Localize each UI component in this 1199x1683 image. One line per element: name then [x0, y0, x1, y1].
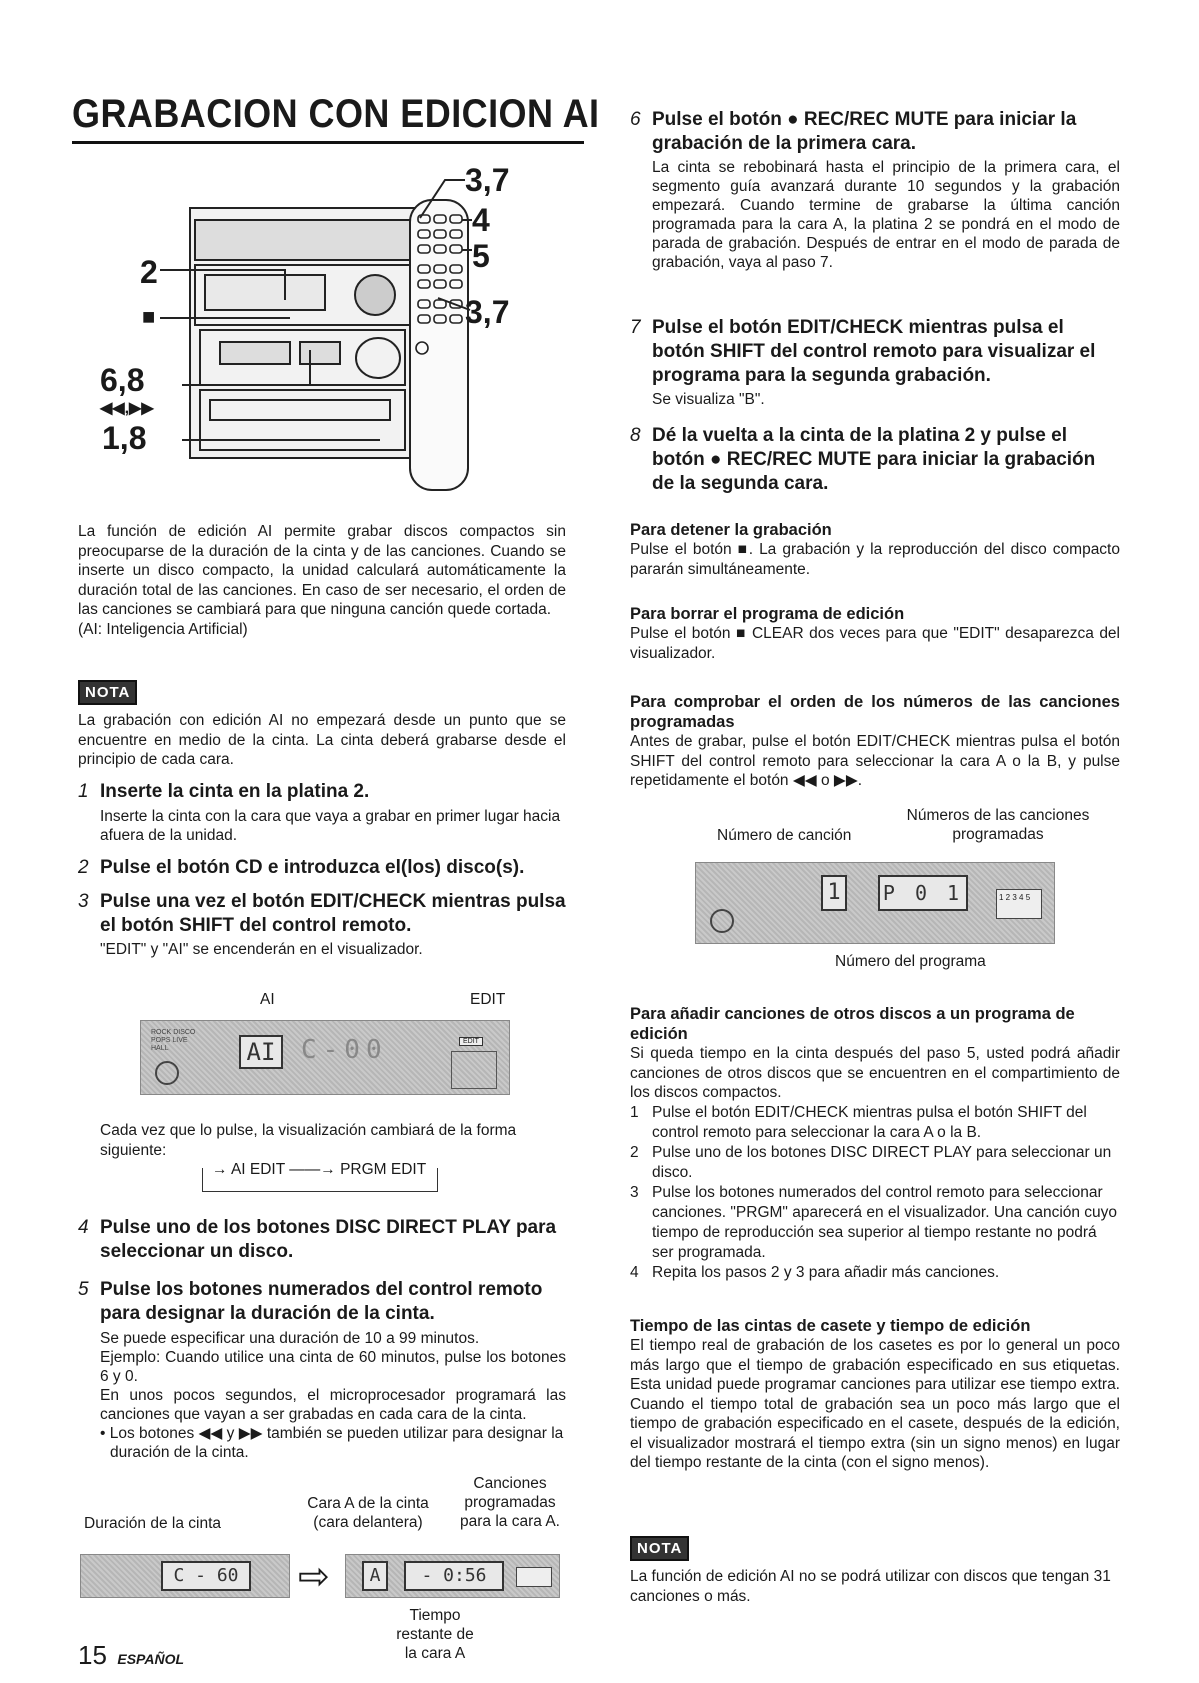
lcd-duration	[80, 1554, 290, 1598]
segment-program: P 0 1	[878, 875, 968, 911]
song-grid	[516, 1567, 552, 1587]
label-program-number: Número del programa	[835, 953, 986, 970]
label-duration: Duración de la cinta	[84, 1515, 221, 1532]
stereo-system-diagram	[120, 170, 560, 500]
segment-c60: C - 60	[161, 1561, 251, 1591]
step-4: 4 Pulse uno de los botones DISC DIRECT PLAY para seleccionar un disco.	[78, 1217, 557, 1262]
callout-4: 4	[472, 202, 490, 238]
page-footer	[78, 1640, 184, 1671]
display-ai-edit	[140, 990, 510, 1100]
page-title: GRABACION CON EDICION AI	[72, 92, 592, 144]
callout-5: 5	[472, 238, 490, 274]
step-3: 3 Pulse una vez el botón EDIT/CHECK mientras pulsa el botón SHIFT del control remoto. "EDIT" y "AI" se encenderán en el visualizador.	[78, 891, 566, 958]
edit-tag: EDIT	[459, 1037, 483, 1046]
segment-ai: AI	[239, 1035, 283, 1069]
nota-text: La grabación con edición AI no empezará desde un punto que se encuentre en medio de la cinta. La cinta deberá grabarse desde el principio de cada cara.	[78, 712, 566, 768]
cycle-diagram	[202, 1160, 442, 1194]
label-track-number: Número de canción	[717, 827, 852, 844]
label-songs: Canciones programadas para la cara A.	[460, 1475, 560, 1530]
segment-side: A	[362, 1561, 388, 1591]
label-program-numbers: Números de las canciones programadas	[906, 807, 1090, 843]
nota-1	[78, 680, 566, 770]
display-program-check	[685, 806, 1105, 986]
section-add-songs: Para añadir canciones de otros discos a un programa de edición Si queda tiempo en la cinta después del paso 5, usted podrá añadir canciones de otros discos que se encuentren en el compartimiento de los discos compactos. 1 Pulse el botón EDIT/CHECK mientras pulsa el botón SHIFT del control remoto para seleccionar la cara A o la B. 2 Pulse uno de los botones DISC DIRECT PLAY para seleccionar un disco. 3 Pulse los botones numerados del control remoto para seleccionar canciones. "PRGM" aparecerá en el visualizador. Una canción cuyo tiempo de reproducción sea superior al tiempo restante no podrá ser programada. 4 Repita los pasos 2 y 3 para añadir más canciones.	[630, 1005, 1120, 1281]
label-edit: EDIT	[470, 991, 506, 1008]
lcd-panel	[140, 1020, 510, 1095]
list-item: 2 Pulse uno de los botones DISC DIRECT PLAY para seleccionar un disco.	[630, 1143, 1112, 1181]
label-ai: AI	[260, 991, 275, 1008]
callout-stop: ■	[142, 304, 156, 329]
mode-indicators: ROCK DISCO POPS LIVE HALL	[151, 1029, 196, 1052]
section-clear: Para borrar el programa de edición Pulse el botón ■ CLEAR dos veces para que "EDIT" desaparezca del visualizador.	[630, 605, 1120, 662]
step-5: 5 Pulse los botones numerados del control remoto para designar la duración de la cinta. Se puede especificar una duración de 10 a 99 minutos. Ejemplo: Cuando utilice una cinta de 60 minutos, pulse los botones 6 y 0. En unos pocos segundos, el microprocesador programará las canciones que vayan a ser grabadas en cada cara de la cinta. • Los botones ◀◀ y ▶▶ también se pueden utilizar para designar la duración de la cinta.	[78, 1279, 566, 1461]
nota-2	[630, 1536, 1120, 1606]
callout-6-8: 6,8	[100, 362, 145, 398]
page-number: 15	[78, 1640, 107, 1670]
section-tape-time: Tiempo de las cintas de casete y tiempo de edición El tiempo real de grabación de los casetes es por lo general un poco más largo que el tiempo de grabación especificado en sus etiquetas. Esta unidad puede programar canciones para utilizar ese tiempo extra. Cuando el tiempo total de grabación sea un poco más largo que el tiempo de grabación especificado en el casete, después de la edición, el visualizador mostrará el tiempo extra (sin un signo menos) en lugar del tiempo restante de la cinta (con el signo menos).	[630, 1317, 1120, 1471]
segment-time: - 0:56	[404, 1561, 504, 1591]
step-6: 6 Pulse el botón ● REC/REC MUTE para iniciar la grabación de la primera cara. La cinta se rebobinará hasta el principio de la primera cara, el segmento guía avanzará durante 10 segundos y la grabación empezará. Cuando termine de grabarse la última canción programada para la cara A, la platina 2 se pondrá en el modo de parada de grabación. Después de entrar en el modo de parada de grabación, vaya al paso 7.	[630, 109, 1120, 271]
nota-badge: NOTA	[630, 1536, 689, 1561]
list-item: 3 Pulse los botones numerados del control remoto para seleccionar canciones. "PRGM" aparecerá en el visualizador. Una canción cuyo tiempo de reproducción sea superior al tiempo restante no podrá ser programada.	[630, 1183, 1118, 1261]
cycle-text: Cada vez que lo pulse, la visualización cambiará de la forma siguiente:	[100, 1122, 517, 1159]
edit-box	[451, 1051, 497, 1089]
device-figure	[100, 162, 560, 500]
arrow-right-icon: ⇨	[298, 1556, 330, 1598]
callout-1-8: 1,8	[102, 420, 147, 456]
cycle-item-ai-edit: → AI EDIT ——→ PRGM EDIT	[208, 1160, 430, 1179]
lcd-program	[695, 862, 1055, 944]
segment-track: 1	[821, 875, 847, 911]
callout-3-7-bottom: 3,7	[465, 294, 510, 330]
step-2: 2 Pulse el botón CD e introduzca el(los) disco(s).	[78, 857, 525, 878]
program-grid: 1 2 3 4 5	[996, 889, 1042, 919]
disc-icon	[710, 909, 734, 933]
label-side-a: Cara A de la cinta (cara delantera)	[307, 1495, 429, 1531]
nota-text: La función de edición AI no se podrá utilizar con discos que tengan 31 canciones o más.	[630, 1568, 1111, 1605]
lcd-remaining	[345, 1554, 560, 1598]
section-check-order: Para comprobar el orden de los números de las canciones programadas Antes de grabar, pulse el botón EDIT/CHECK mientras pulsa el botón SHIFT del control remoto para seleccionar la cara A o la B, y pulse repetidamente el botón ◀◀ o ▶▶.	[630, 693, 1120, 789]
language-label: ESPAÑOL	[117, 1651, 185, 1667]
section-stop: Para detener la grabación Pulse el botón ■. La grabación y la reproducción del disco compacto pararán simultáneamente.	[630, 521, 1120, 578]
list-item: 1 Pulse el botón EDIT/CHECK mientras pulsa el botón SHIFT del control remoto para seleccionar la cara A o la B.	[630, 1103, 1087, 1141]
step-7: 7 Pulse el botón EDIT/CHECK mientras pulsa el botón SHIFT del control remoto para visualizar el programa para la segunda grabación. Se visualiza "B".	[630, 317, 1096, 408]
list-item: 4 Repita los pasos 2 y 3 para añadir más canciones.	[630, 1263, 1000, 1281]
nota-badge: NOTA	[78, 680, 137, 705]
disc-icon	[155, 1061, 179, 1085]
title-underline	[72, 141, 584, 144]
step-8: 8 Dé la vuelta a la cinta de la platina 2 y pulse el botón ● REC/REC MUTE para iniciar la grabación de la segunda cara.	[630, 425, 1096, 494]
callout-skip: ◀◀,▶▶	[100, 400, 154, 417]
segment-dim: C-00	[301, 1035, 388, 1065]
step-1: 1 Inserte la cinta en la platina 2. Inserte la cinta con la cara que vaya a grabar en primer lugar hacia afuera de la unidad.	[78, 781, 561, 844]
intro-paragraph: La función de edición AI permite grabar discos compactos sin preocuparse de la duración de la cinta y de las canciones. Cuando se inserte un disco compacto, la unidad calculará automáticamente la duración total de las canciones. En caso de ser necesario, el orden de las canciones se cambiará para que ninguna canción quede cortada. (AI: Inteligencia Artificial)	[78, 523, 566, 638]
label-remaining: Tiempo restante de la cara A	[396, 1607, 474, 1662]
callout-2: 2	[140, 254, 158, 290]
callout-3-7-top: 3,7	[465, 162, 510, 198]
